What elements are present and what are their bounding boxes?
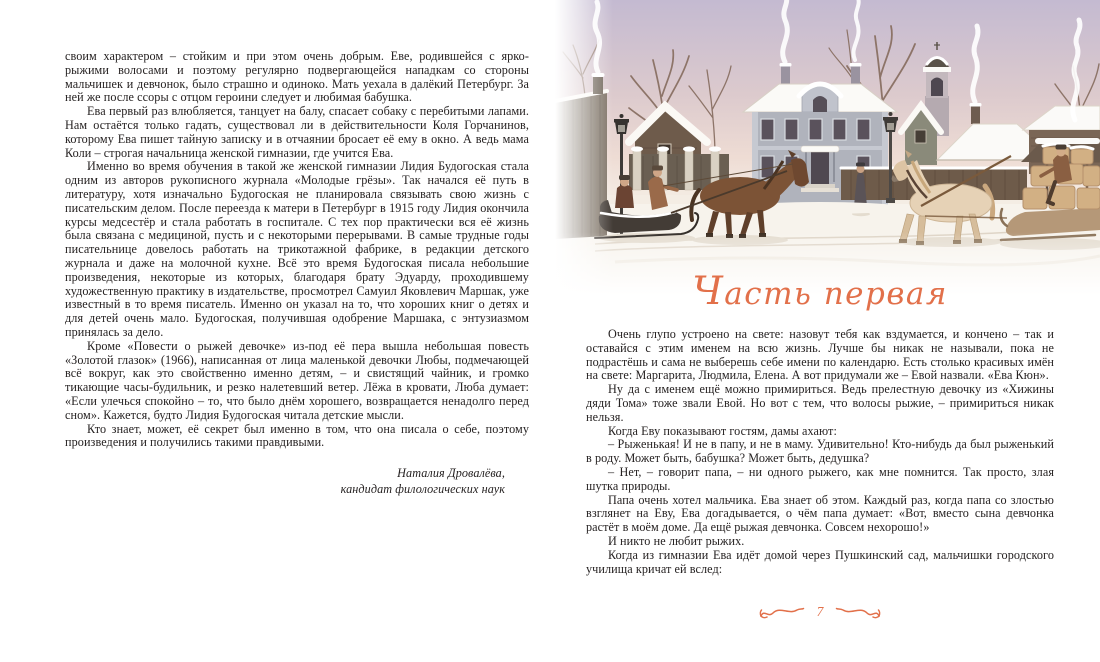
paragraph: Очень глупо устроено на свете: назовут тебя как вздумается, и кончено – так и оставайся с этим именем на всю жизнь. Лучше бы никак не называли, пока не подрастёшь и сама не выберешь себе имени по календарю. Есть столько красивых имён на свете: Маргарита, Людмила, Елена. А вот придумали же – Евой назвали. «Ева Кюн».	[586, 327, 1054, 383]
footer-flourish-left	[759, 604, 805, 620]
footer-flourish-right	[835, 604, 881, 620]
paragraph: Ева первый раз влюбляется, танцует на балу, спасает собаку с перебитыми лапами. Нам остаётся только гадать, существовал ли в действительности Коля Горчанинов, которому Ева пишет тайную записку и в отчаянии бросает её ему в окно. А ведь мама Коли – строгая начальница женской гимназии, где учится Ева.	[65, 104, 529, 160]
paragraph: Кроме «Повести о рыжей девочке» из-под её пера вышла небольшая повесть «Золотой глазок» (1966), написанная от лица маленькой девочки Любы, подмечающей всё вокруг, как это свойственно именно детям, – и свистящий чайник, и громко тикающие часы-будильник, и резко налетевший ветер. Лёжа в кровати, Люба думает: «Если улечься спокойно – то, что было днём хорошего, возвращается ненадолго перед сном». Кажется, будто Лидия Будогоская читала детские мысли.	[65, 338, 529, 422]
paragraph: – Рыженькая! И не в папу, и не в маму. Удивительно! Кто-нибудь да был рыженький в роду. Может быть, бабушка? Может быть, дедушка?	[586, 437, 1054, 466]
right-text-column	[586, 328, 1054, 576]
winter-town-illustration	[555, 0, 1100, 295]
page-number-footer	[586, 604, 1054, 620]
signature-name: Наталия Дровалёва,	[397, 466, 505, 481]
paragraph: Именно во время обучения в такой же женской гимназии Лидия Будогоская стала одним из авторов рукописного журнала «Молодые грёзы». Так начался её путь в литературу, хотя изначально Будогоская не планировала связывать свою жизнь с писательским делом. После переезда к матери в Петербург в 1915 году Лидия окончила курсы медсестёр и стала работать в госпитале. С тех пор практически вся её жизнь была связана с медициной, пусть и с некоторыми перерывами. В самые трудные годы писательнице довелось работать на трикотажной фабрике, в редакции детского журнала и даже на молочной кухне. Всё это время Будогоская писала небольшие произведения, некоторые из которых, благодаря брату Эдуарду, проходившему художественную практику в издательстве, просмотрел Самуил Яковлевич Маршак, уже известный в то время писатель. Именно он указал на то, что хороших книг о детях и для детей очень мало. Будогоская, получившая одобрение Маршака, с энтузиазмом принялась за дело.	[65, 159, 529, 339]
signature-title: кандидат филологических наук	[340, 481, 505, 496]
paragraph: – Нет, – говорит папа, – ни одного рыжего, как мне помнится. Так просто, злая шутка природы.	[586, 464, 1054, 493]
paragraph: своим характером – стойким и при этом очень добрым. Еве, родившейся с ярко-рыжими волосами и поэтому регулярно подвергающейся нападкам со стороны мальчишек и девчонок, было страшно и одиноко. Мать уехала в далёкий Петербург. За ней же после ссоры с отцом героини следует и любимая бабушка.	[65, 49, 529, 105]
left-text-column	[65, 50, 529, 497]
paragraph: Когда Еву показывают гостям, дамы ахают:	[608, 423, 837, 438]
chapter-title: Часть первая	[692, 268, 948, 314]
paragraph: Когда из гимназии Ева идёт домой через Пушкинский сад, мальчишки городского училища кричат ей вслед:	[586, 547, 1054, 576]
paragraph: Ну да с именем ещё можно примириться. Ведь прелестную девочку из «Хижины дяди Тома» тоже звали Евой. Но вот с тем, что волосы рыжие, – примириться никак нельзя.	[586, 382, 1054, 424]
paragraph: И никто не любит рыжих.	[608, 533, 745, 548]
paragraph: Папа очень хотел мальчика. Ева знает об этом. Каждый раз, когда папа со злостью взглянет на Еву, Ева догадывается, о чём папа думает: «Вот, вместо сына девчонка растёт в моём доме. Да ещё рыжая девчонка. Совсем нехорошо!»	[586, 492, 1054, 535]
author-signature	[65, 466, 529, 497]
page-number: 7	[816, 604, 824, 620]
paragraph: Кто знает, может, её секрет был именно в том, что она писала о себе, поэтому произведения и получились такими правдивыми.	[65, 421, 529, 450]
